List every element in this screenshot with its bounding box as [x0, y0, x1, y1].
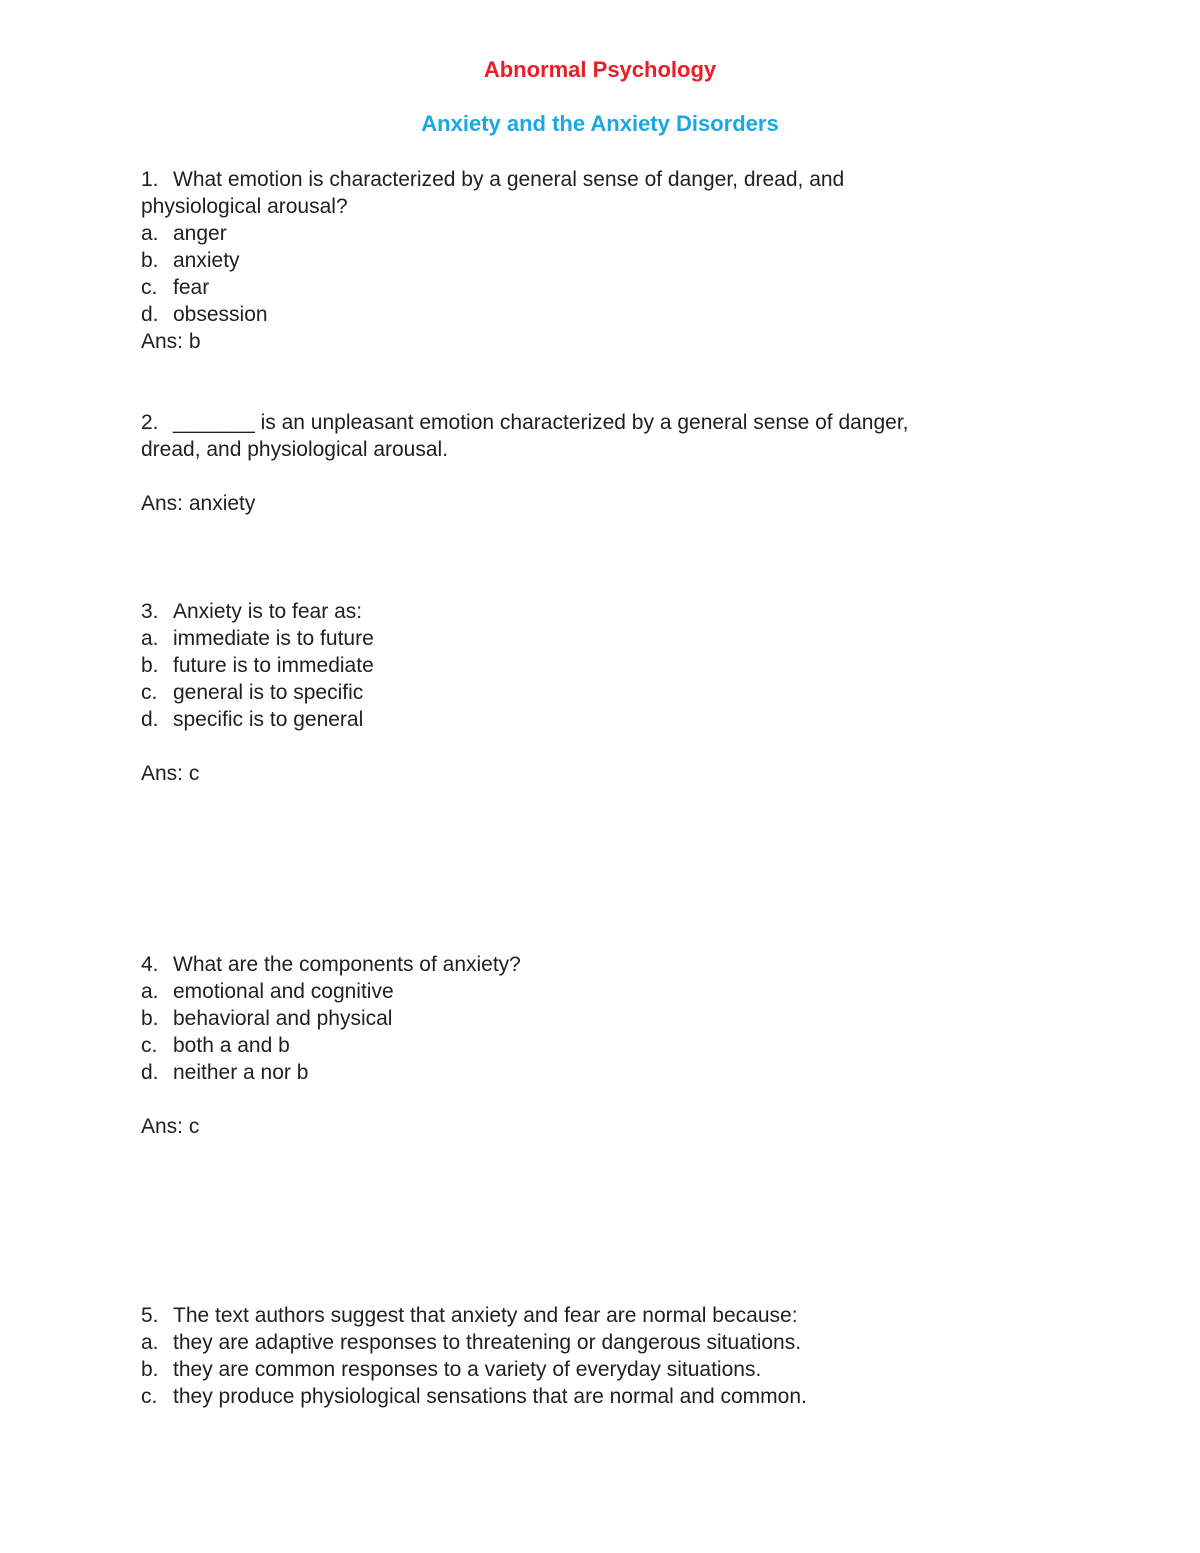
answer-option — [141, 1059, 308, 1086]
answer-option — [141, 1356, 761, 1383]
option-text: they are adaptive responses to threatening or dangerous situations. — [173, 1331, 802, 1354]
option-text: anxiety — [173, 249, 240, 272]
question-number: 1. — [141, 168, 159, 191]
question-number: 3. — [141, 600, 159, 623]
option-letter: b. — [141, 1007, 159, 1030]
question-stem — [141, 166, 844, 193]
answer-option — [141, 1383, 807, 1410]
option-text: future is to immediate — [173, 654, 374, 677]
option-letter: d. — [141, 708, 159, 731]
question-number: 5. — [141, 1304, 159, 1327]
option-text: specific is to general — [173, 708, 364, 731]
option-text: immediate is to future — [173, 627, 374, 650]
answer-option — [141, 706, 363, 733]
option-text: neither a nor b — [173, 1061, 309, 1084]
option-letter: b. — [141, 654, 159, 677]
answer-option — [141, 679, 363, 706]
option-letter: a. — [141, 222, 159, 245]
answer-option — [141, 301, 268, 328]
question-stem-text: The text authors suggest that anxiety and fear are normal because: — [173, 1304, 798, 1327]
answer-option — [141, 1329, 801, 1356]
answer-option — [141, 625, 374, 652]
option-text: general is to specific — [173, 681, 364, 704]
option-letter: c. — [141, 1034, 158, 1057]
question-stem-text: physiological arousal? — [141, 195, 348, 218]
option-letter: a. — [141, 1331, 159, 1354]
answer-option — [141, 652, 374, 679]
option-letter: b. — [141, 1358, 159, 1381]
option-text: they are common responses to a variety of everyday situations. — [173, 1358, 762, 1381]
question-stem — [141, 598, 362, 625]
question-stem-text: What are the components of anxiety? — [173, 953, 521, 976]
option-letter: d. — [141, 303, 159, 326]
document-subtitle: Anxiety and the Anxiety Disorders — [421, 111, 779, 136]
option-letter: d. — [141, 1061, 159, 1084]
option-letter: c. — [141, 1385, 158, 1408]
option-letter: a. — [141, 627, 159, 650]
option-text: emotional and cognitive — [173, 980, 394, 1003]
option-text: both a and b — [173, 1034, 290, 1057]
question-number: 4. — [141, 953, 159, 976]
option-text: anger — [173, 222, 227, 245]
answer-key: Ans: c — [141, 762, 200, 785]
option-letter: b. — [141, 249, 159, 272]
option-letter: c. — [141, 681, 158, 704]
option-letter: a. — [141, 980, 159, 1003]
answer-option — [141, 978, 394, 1005]
answer-option — [141, 1032, 290, 1059]
option-text: they produce physiological sensations that are normal and common. — [173, 1385, 807, 1408]
question-stem-text: Anxiety is to fear as: — [173, 600, 363, 623]
question-stem — [141, 951, 521, 978]
answer-option — [141, 274, 209, 301]
option-text: fear — [173, 276, 210, 299]
question-number: 2. — [141, 411, 159, 434]
answer-key: Ans: c — [141, 1115, 200, 1138]
answer-option — [141, 247, 240, 274]
question-stem — [141, 1302, 798, 1329]
answer-key: Ans: b — [141, 330, 201, 353]
answer-key: Ans: anxiety — [141, 492, 256, 515]
option-text: obsession — [173, 303, 268, 326]
question-stem-text: What emotion is characterized by a general sense of danger, dread, and — [173, 168, 845, 191]
document-title: Abnormal Psychology — [483, 57, 717, 82]
answer-option — [141, 1005, 392, 1032]
option-text: behavioral and physical — [173, 1007, 393, 1030]
answer-option — [141, 220, 227, 247]
question-stem — [141, 409, 909, 436]
question-stem-text: _______ is an unpleasant emotion characterized by a general sense of danger, — [173, 411, 909, 434]
option-letter: c. — [141, 276, 158, 299]
question-stem-text: dread, and physiological arousal. — [141, 438, 449, 461]
